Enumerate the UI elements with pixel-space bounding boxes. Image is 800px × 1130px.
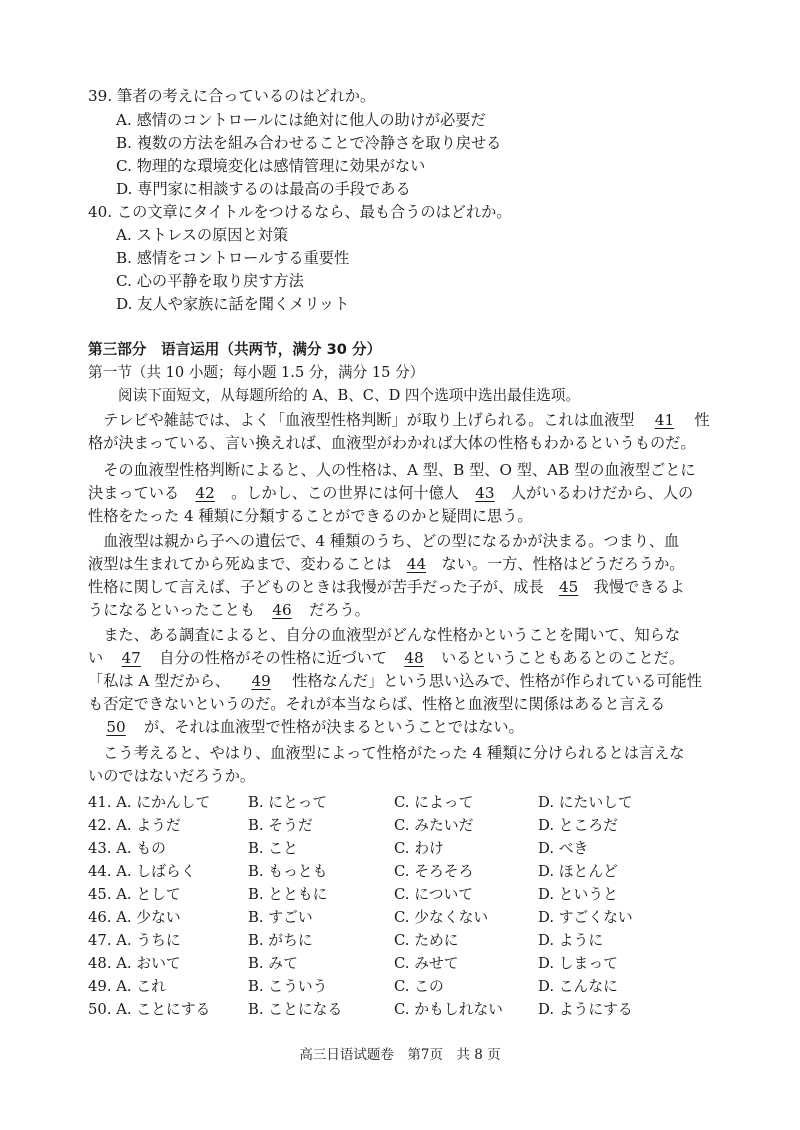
choice-row-41 [88,792,728,814]
choice-row-45 [88,884,728,906]
passage-line: 性格をたった 4 種類に分類することができるのかと疑問に思う。 [88,507,533,525]
blank-48: 48 [404,649,424,667]
passage-text: うになるといったことも [88,601,256,619]
passage-line: 血液型は親から子への遺伝で、4 種類のうち、どの型になるかが決まる。つまり、血 [88,532,680,550]
choice-row-44 [88,861,728,883]
choice-c: C. ために [394,932,459,949]
choice-a: 45. A. として [88,886,181,903]
choice-d: D. ようにする [538,1001,633,1018]
passage-text: 液型は生まれてから死ぬまで、変わることは [88,555,392,573]
choice-d: D. というと [538,886,618,903]
passage-text: 人がいるわけだから、人の [510,484,694,502]
question-39-option-c: C. 物理的な環境変化は感情管理に効果がない [116,157,426,175]
passage-text: 性格に関して言えば、子どものときは我慢が苦手だった子が、成長 [88,578,544,596]
choice-d: D. ほとんど [538,863,618,880]
blank-50: 50 [106,718,126,736]
choice-d: D. しまって [538,955,618,972]
choice-c: C. わけ [394,840,444,857]
choice-c: C. この [394,978,444,995]
passage-line [88,670,712,692]
choice-row-47 [88,930,728,952]
choice-b: B. がちに [248,932,313,949]
choice-c: C. について [394,886,474,903]
choice-a: 42. A. ようだ [88,817,181,834]
question-40-option-d: D. 友人や家族に話を聞くメリット [116,295,350,313]
passage-text: 我慢できるよ [593,578,685,596]
passage-line [88,716,712,738]
passage-line: も否定できないというのだ。それが本当ならば、性格と血液型に関係はあると言える [88,695,666,713]
blank-49: 49 [251,672,271,690]
choice-row-43 [88,838,728,860]
choice-c: C. みたいだ [394,817,474,834]
question-40-option-b: B. 感情をコントロールする重要性 [116,249,350,267]
blank-44: 44 [406,555,427,573]
passage-text: 決まっている [88,484,180,502]
question-39-option-a: A. 感情のコントロールには絶対に他人の助けが必要だ [116,111,486,129]
passage-line [88,576,712,598]
choice-d: D. ように [538,932,604,949]
question-40-option-c: C. 心の平静を取り戻す方法 [116,272,304,290]
choice-b: B. こういう [248,978,328,995]
choice-a: 50. A. ことにする [88,1001,211,1018]
passage-text: いるということもあるとのことだ。 [441,649,684,667]
passage-text: だろう。 [309,601,370,619]
choice-a: 43. A. もの [88,840,166,857]
passage-line: こう考えると、やはり、血液型によって性格がたった 4 種類に分けられるとは言えな [88,744,685,762]
choice-d: D. にたいして [538,794,633,811]
choice-c: C. そろそろ [394,863,474,880]
choice-b: B. とともに [248,886,328,903]
passage-line: 格が決まっている、言い換えれば、血液型がわかれば大体の性格もわかるというものだ。 [88,434,696,452]
passage-text: 「私は A 型だから、 [88,672,231,690]
choice-row-46 [88,907,728,929]
choice-a: 44. A. しばらく [88,863,196,880]
passage-text: テレビや雑誌では、よく「血液型性格判断」が取り上げられる。これは血液型 [88,411,635,429]
question-40-option-a: A. ストレスの原因と対策 [116,226,289,244]
blank-46: 46 [272,601,292,619]
choice-b: B. もっとも [248,863,328,880]
passage-text: 。しかし、この世界には何十億人 [231,484,459,502]
passage-line [88,553,712,575]
passage-line [88,647,712,669]
choice-a: 47. A. うちに [88,932,181,949]
choice-b: B. こと [248,840,298,857]
blank-47: 47 [121,649,141,667]
question-39-option-b: B. 複数の方法を組み合わせることで冷静さを取り戻せる [116,134,502,152]
choice-c: C. みせて [394,955,459,972]
choice-d: D. べき [538,840,589,857]
choice-d: D. ところだ [538,817,618,834]
passage-text: 自分の性格がその性格に近づいて [159,649,387,667]
passage-line [88,482,712,504]
passage-line: いのではないだろうか。 [88,767,256,785]
choice-b: B. すごい [248,909,313,926]
choice-b: B. にとって [248,794,328,811]
choice-row-50 [88,999,728,1021]
passage-text: い [88,649,104,667]
choice-b: B. ことになる [248,1001,343,1018]
choice-c: C. 少なくない [394,909,489,926]
page-footer: 高三日语试题卷 第7页 共 8 页 [299,1047,501,1063]
passage-line: その血液型性格判断によると、人の性格は、A 型、B 型、O 型、AB 型の血液型ごとに [88,461,696,479]
passage-line [88,409,712,431]
choice-d: D. こんなに [538,978,618,995]
passage-text: ない。一方、性格はどうだろうか。 [441,555,685,573]
blank-42: 42 [195,484,215,502]
section-heading: 第三部分 语言运用（共两节，满分 30 分） [88,341,382,358]
blank-43: 43 [475,484,495,502]
choice-a: 49. A. これ [88,978,166,995]
choice-d: D. すごくない [538,909,633,926]
passage-text: 性 [694,411,710,429]
choice-b: B. そうだ [248,817,313,834]
question-39-stem: 39. 筆者の考えに合っているのはどれか。 [88,87,376,105]
choice-row-48 [88,953,728,975]
passage-text: が、それは血液型で性格が決まるということではない。 [144,718,524,736]
choice-a: 41. A. にかんして [88,794,211,811]
choice-row-49 [88,976,728,998]
choice-c: C. によって [394,794,474,811]
choice-row-42 [88,815,728,837]
passage-text: 性格なんだ」という思い込みで、性格が作られている可能性 [292,672,702,690]
passage-line [88,599,712,621]
blank-45: 45 [558,578,579,596]
choice-a: 46. A. 少ない [88,909,181,926]
choice-c: C. かもしれない [394,1001,503,1018]
question-40-stem: 40. この文章にタイトルをつけるなら、最も合うのはどれか。 [88,203,512,221]
blank-41: 41 [654,411,675,429]
question-39-option-d: D. 専門家に相談するのは最高の手段である [116,180,411,198]
choice-b: B. みて [248,955,298,972]
section-instruction: 阅读下面短文，从每题所给的 A、B、C、D 四个选项中选出最佳选项。 [118,387,581,404]
choice-a: 48. A. おいて [88,955,181,972]
passage-line: また、ある調査によると、自分の血液型がどんな性格かということを聞いて、知らな [88,626,681,644]
section-subheading: 第一节（共 10 小题；每小题 1.5 分，满分 15 分） [88,364,425,381]
